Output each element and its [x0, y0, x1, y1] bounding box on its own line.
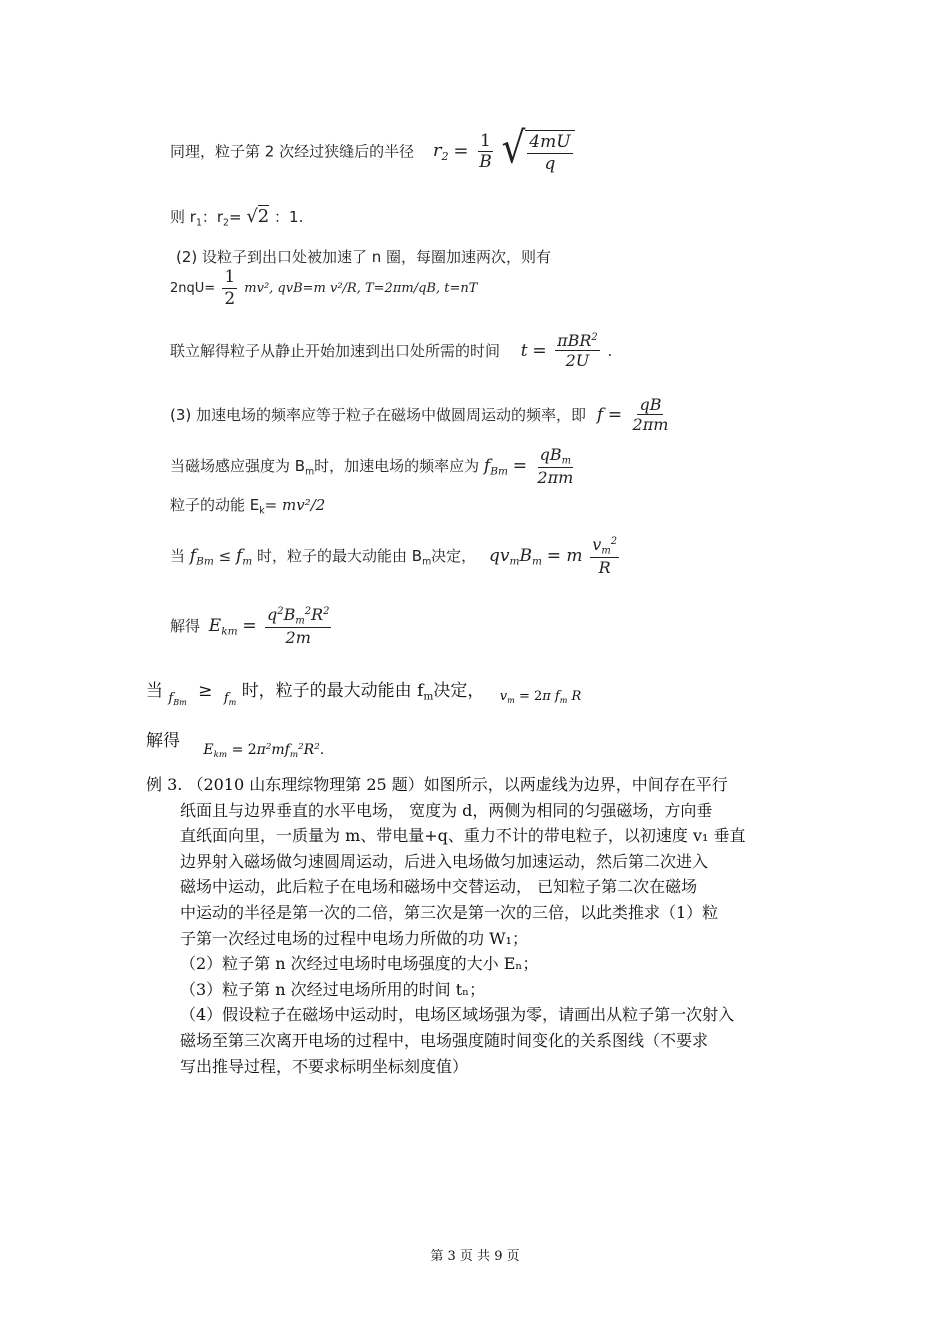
ekm-bm-line: 解得 $E_{km}$ = $\frac{q^2B_m^2R^2}{2m}$ [170, 605, 330, 647]
ekm-fraction: $\frac{q^2B_m^2R^2}{2m}$ [267, 605, 330, 647]
eq-rest: mv², qvB=m v²/R, T=2πm/qB, t=nT [244, 280, 478, 296]
ratio-r1: 则 r [170, 208, 196, 226]
example-line: 写出推导过程，不要求标明坐标刻度值） [180, 1056, 469, 1076]
line-text-b: 时，粒子的最大动能由 B [257, 547, 423, 566]
ratio-eq: = [228, 208, 242, 226]
example-line: 例 3. （2010 山东理综物理第 25 题）如图所示，以两虚线为边界，中间存在平行 [146, 775, 728, 794]
example-3-problem [146, 772, 814, 1079]
example-line: 纸面且与边界垂直的水平电场， 宽度为 d，两侧为相同的匀强磁场，方向垂 [180, 800, 713, 820]
example-line: 直纸面向里，一质量为 m、带电量+q、重力不计的带电粒子，以初速度 v₁ 垂直 [180, 826, 746, 846]
eq-lhs: 2nqU= [170, 280, 216, 296]
line-text-a: 当 [170, 547, 186, 566]
page-footer: 第 3 页 共 9 页 [430, 1249, 520, 1264]
ekm-fm-line: 解得 $_{E_{km} = 2\pi^2mf_m^2R^2.}$ [146, 731, 325, 761]
fm-decides-line: 当 $_{f_{Bm}}$ ≥ $_{f_m}$ 时，粒子的最大动能由 $f_m$决定， $_{v_m = 2\pi f_m R}$ [146, 681, 582, 707]
example-line: 边界射入磁场做匀速圆周运动，后进入电场做匀加速运动，然后第二次进入 [180, 851, 709, 871]
freq-bm-fraction: $\frac{qB_m}{2\pi m}$ [537, 445, 574, 487]
part-3-line: (3) 加速电场的频率应等于粒子在磁场中做圆周运动的频率，即 f = $\frac{qB}{2\pi m}$ [170, 395, 669, 435]
radius-2-line: 同理，粒子第 2 次经过狭缝后的半径 $r_2$ = $\frac{1}{B}$ √ $\frac{4mU}{q}$ [170, 130, 575, 174]
line-text: (2) 设粒子到出口处被加速了 n 圈，每圈加速两次，则有 [176, 248, 552, 266]
example-line: 子第一次经过电场的过程中电场力所做的功 W₁； [180, 928, 528, 948]
example-line: （4）假设粒子在磁场中运动时，电场区域场强为零，请画出从粒子第一次射入 [180, 1005, 735, 1025]
equations-line: 2nqU= $\frac{1}{2}$ mv², qvB=m v²/R, T=2πm/qB, t=nT [170, 267, 478, 309]
geq-sign: ≥ [198, 681, 213, 701]
ratio-r2: ：r [201, 208, 224, 226]
example-line: （2）粒子第 n 次经过电场时电场强度的大小 Eₙ； [180, 954, 539, 974]
example-line: （3）粒子第 n 次经过电场所用的时间 tₙ； [180, 979, 486, 999]
line-text-a: 当磁场感应强度为 B [170, 457, 306, 476]
line-text: 解得 [146, 731, 180, 751]
line-text-a: 粒子的动能 E [170, 496, 260, 514]
freq-bm-line: 当磁场感应强度为 $B_m$时，加速电场的频率应为 $f_{Bm}$ = $\frac{qB_m}{2\pi m}$ [170, 445, 574, 487]
line-text-a: 当 [146, 681, 163, 701]
line-text-c: 决定， [431, 547, 477, 566]
bm-decides-line: 当 $f_{Bm} \le f_m$ 时，粒子的最大动能由 $B_m$决定， $qv_mB_m = m$ $\frac{v_m^2}{R}$ [170, 535, 618, 577]
line-text-b: = mv²/2 [264, 496, 326, 514]
sqrt-4mu-q: √ $\frac{4mU}{q}$ [501, 130, 574, 174]
example-line: 中运动的半径是第一次的二倍，第三次是第一次的三倍，以此类推求（1）粒 [180, 902, 719, 922]
example-line: 磁场至第三次离开电场的过程中，电场强度随时间变化的关系图线（不要求 [180, 1030, 709, 1050]
one-over-b: $\frac{1}{B}$ [479, 130, 492, 173]
line-text-b: 时，加速电场的频率应为 [314, 457, 480, 476]
kinetic-energy-line: 粒子的动能 $E_k= mv^2/2$ [170, 496, 326, 517]
part-2-line [176, 246, 551, 267]
line-text-d: 决定， [433, 681, 485, 701]
line-text: 联立解得粒子从静止开始加速到出口处所需的时间 [170, 341, 501, 360]
line-text: (3) 加速电场的频率应等于粒子在磁场中做圆周运动的频率，即 [170, 405, 587, 424]
line-text: 解得 [170, 617, 201, 636]
line-text: 同理，粒子第 2 次经过狭缝后的半径 [170, 142, 415, 161]
example-line: 磁场中运动，此后粒子在电场和磁场中交替运动， 已知粒子第二次在磁场 [180, 877, 698, 897]
centripetal-fraction: $\frac{v_m^2}{R}$ [592, 535, 618, 577]
time-line: 联立解得粒子从静止开始加速到出口处所需的时间 t = $\frac{\pi BR^2}{2U}$ . [170, 331, 613, 371]
line-text-c: 时，粒子的最大动能由 f [241, 681, 424, 701]
ratio-tail: ：1. [274, 208, 304, 226]
ratio-line: 则 $r_1$：$r_2= √2$ ：1. [170, 206, 304, 229]
freq-fraction: $\frac{qB}{2\pi m}$ [632, 395, 669, 435]
time-fraction: $\frac{\pi BR^2}{2U}$ [557, 331, 598, 371]
